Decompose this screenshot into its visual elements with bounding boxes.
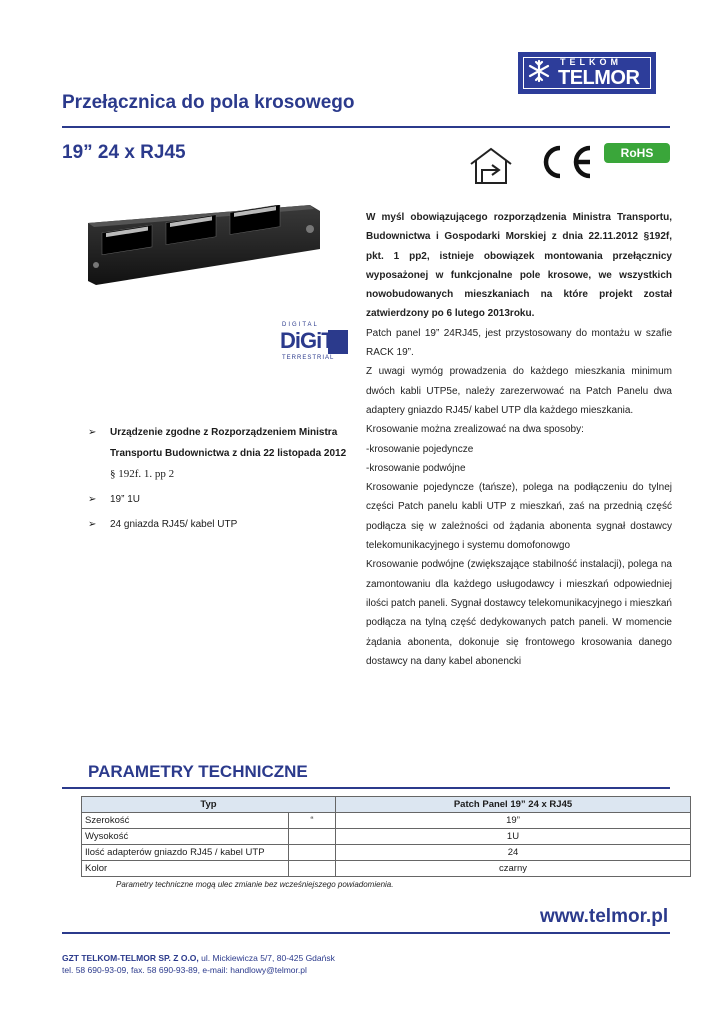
- params-divider: [62, 787, 670, 789]
- feature-list: [88, 422, 350, 539]
- house-icon: [468, 146, 514, 186]
- digit-logo: [280, 322, 348, 364]
- description-paragraph: -krosowanie podwójne: [366, 462, 466, 474]
- disclaimer-note: Parametry techniczne mogą ulec zmianie bez wcześniejszego powiadomienia.: [116, 880, 394, 889]
- description: [366, 208, 672, 671]
- table-row: Kolor czarny: [82, 861, 691, 877]
- table-row: Szerokość “ 19”: [82, 813, 691, 829]
- description-paragraph: Krosowanie podwójne (zwiększające stabilność instalacji), polega na zamontowaniu dla każdego usługodawcy i mieszkań odpowiedniej ilości patch paneli. Sygnał dostawcy telekomunikacyjnego i mieszkań podłącza na tylną część dedykowanych patch paneli. W momencie żądania abonenta, dokonuje się frontowego krosowania danego dostawcy na dany kabel abonencki: [366, 559, 672, 667]
- footer: [62, 952, 335, 976]
- list-item: ➢ 19” 1U: [88, 489, 350, 510]
- footer-address: ul. Mickiewicza 5/7, 80-425 Gdańsk: [198, 953, 335, 963]
- table-row: Wysokość 1U: [82, 829, 691, 845]
- digit-main-text: DiGiT: [280, 328, 334, 353]
- list-item: ➢ 24 gniazda RJ45/ kabel UTP: [88, 514, 350, 535]
- arrow-bullet-icon: ➢: [88, 519, 97, 530]
- footer-contact: tel. 58 690-93-09, fax. 58 690-93-89, e-mail: handlowy@telmor.pl: [62, 965, 307, 975]
- description-paragraph: -krosowanie pojedyncze: [366, 443, 474, 455]
- digit-bottom-text: TERRESTRIAL: [282, 355, 335, 361]
- digit-top-text: DIGITAL: [282, 322, 319, 328]
- params-title: PARAMETRY TECHNICZNE: [88, 762, 308, 781]
- arrow-bullet-icon: ➢: [88, 427, 97, 438]
- rohs-badge: RoHS: [604, 143, 670, 163]
- description-paragraph: Z uwagi wymóg prowadzenia do każdego mieszkania minimum dwóch kabli UTP5e, należy zarezerwować na Patch Panelu dwa adaptery gniazdo RJ45/ kabel UTP dla każdego mieszkania.: [366, 366, 672, 416]
- list-item: ➢ Urządzenie zgodne z Rozporządzeniem Ministra Transportu Budownictwa z dnia 22 listopada 2012 § 192f. 1. pp 2: [88, 422, 350, 485]
- footer-divider: [62, 932, 670, 934]
- table-header-model: Patch Panel 19” 24 x RJ45: [336, 797, 691, 813]
- patch-panel-image: [88, 205, 320, 285]
- table-header-row: [82, 797, 691, 813]
- description-paragraph: Krosowanie można zrealizować na dwa sposoby:: [366, 424, 584, 436]
- website-link[interactable]: www.telmor.pl: [540, 906, 669, 927]
- description-lead: W myśl obowiązującego rozporządzenia Ministra Transportu, Budownictwa i Gospodarki Morskiej z dnia 22.11.2012 §192f, pkt. 1 pp2, istnieje obowiązek montowania przełącznicy wyposażonej w funkcjonalne pole krosowe, we wszystkich nowobudowanych mieszkaniach na które projekt został zatwierdzony po 6 lutego 2013roku.: [366, 212, 672, 320]
- spec-table: [81, 796, 691, 877]
- description-paragraph: Krosowanie pojedyncze (tańsze), polega na podłączeniu do tylnej części Patch panelu kabli UTP z mieszkań, zaś na przednią część podłącza się w zależności od żądania abonenta sygnał dostawcy telekomunikacyjnego i systemu domofonowgo: [366, 482, 672, 552]
- table-header-type: Typ: [82, 797, 336, 813]
- footer-company: GZT TELKOM-TELMOR SP. Z O.O,: [62, 953, 199, 963]
- table-row: Ilość adapterów gniazdo RJ45 / kabel UTP 24: [82, 845, 691, 861]
- telkom-telmor-logo: [518, 52, 656, 94]
- snowflake-icon: [526, 58, 552, 84]
- page-subtitle: 19” 24 x RJ45: [62, 142, 186, 163]
- logo-bottom-text: TELMOR: [558, 67, 640, 89]
- page-title: Przełącznica do pola krosowego: [62, 92, 355, 113]
- arrow-bullet-icon: ➢: [88, 494, 97, 505]
- description-paragraph: Patch panel 19” 24RJ45, jest przystosowany do montażu w szafie RACK 19”.: [366, 327, 672, 359]
- logo-top-text: TELKOM: [560, 57, 622, 67]
- title-divider: [62, 126, 670, 128]
- ce-mark-icon: [536, 144, 594, 180]
